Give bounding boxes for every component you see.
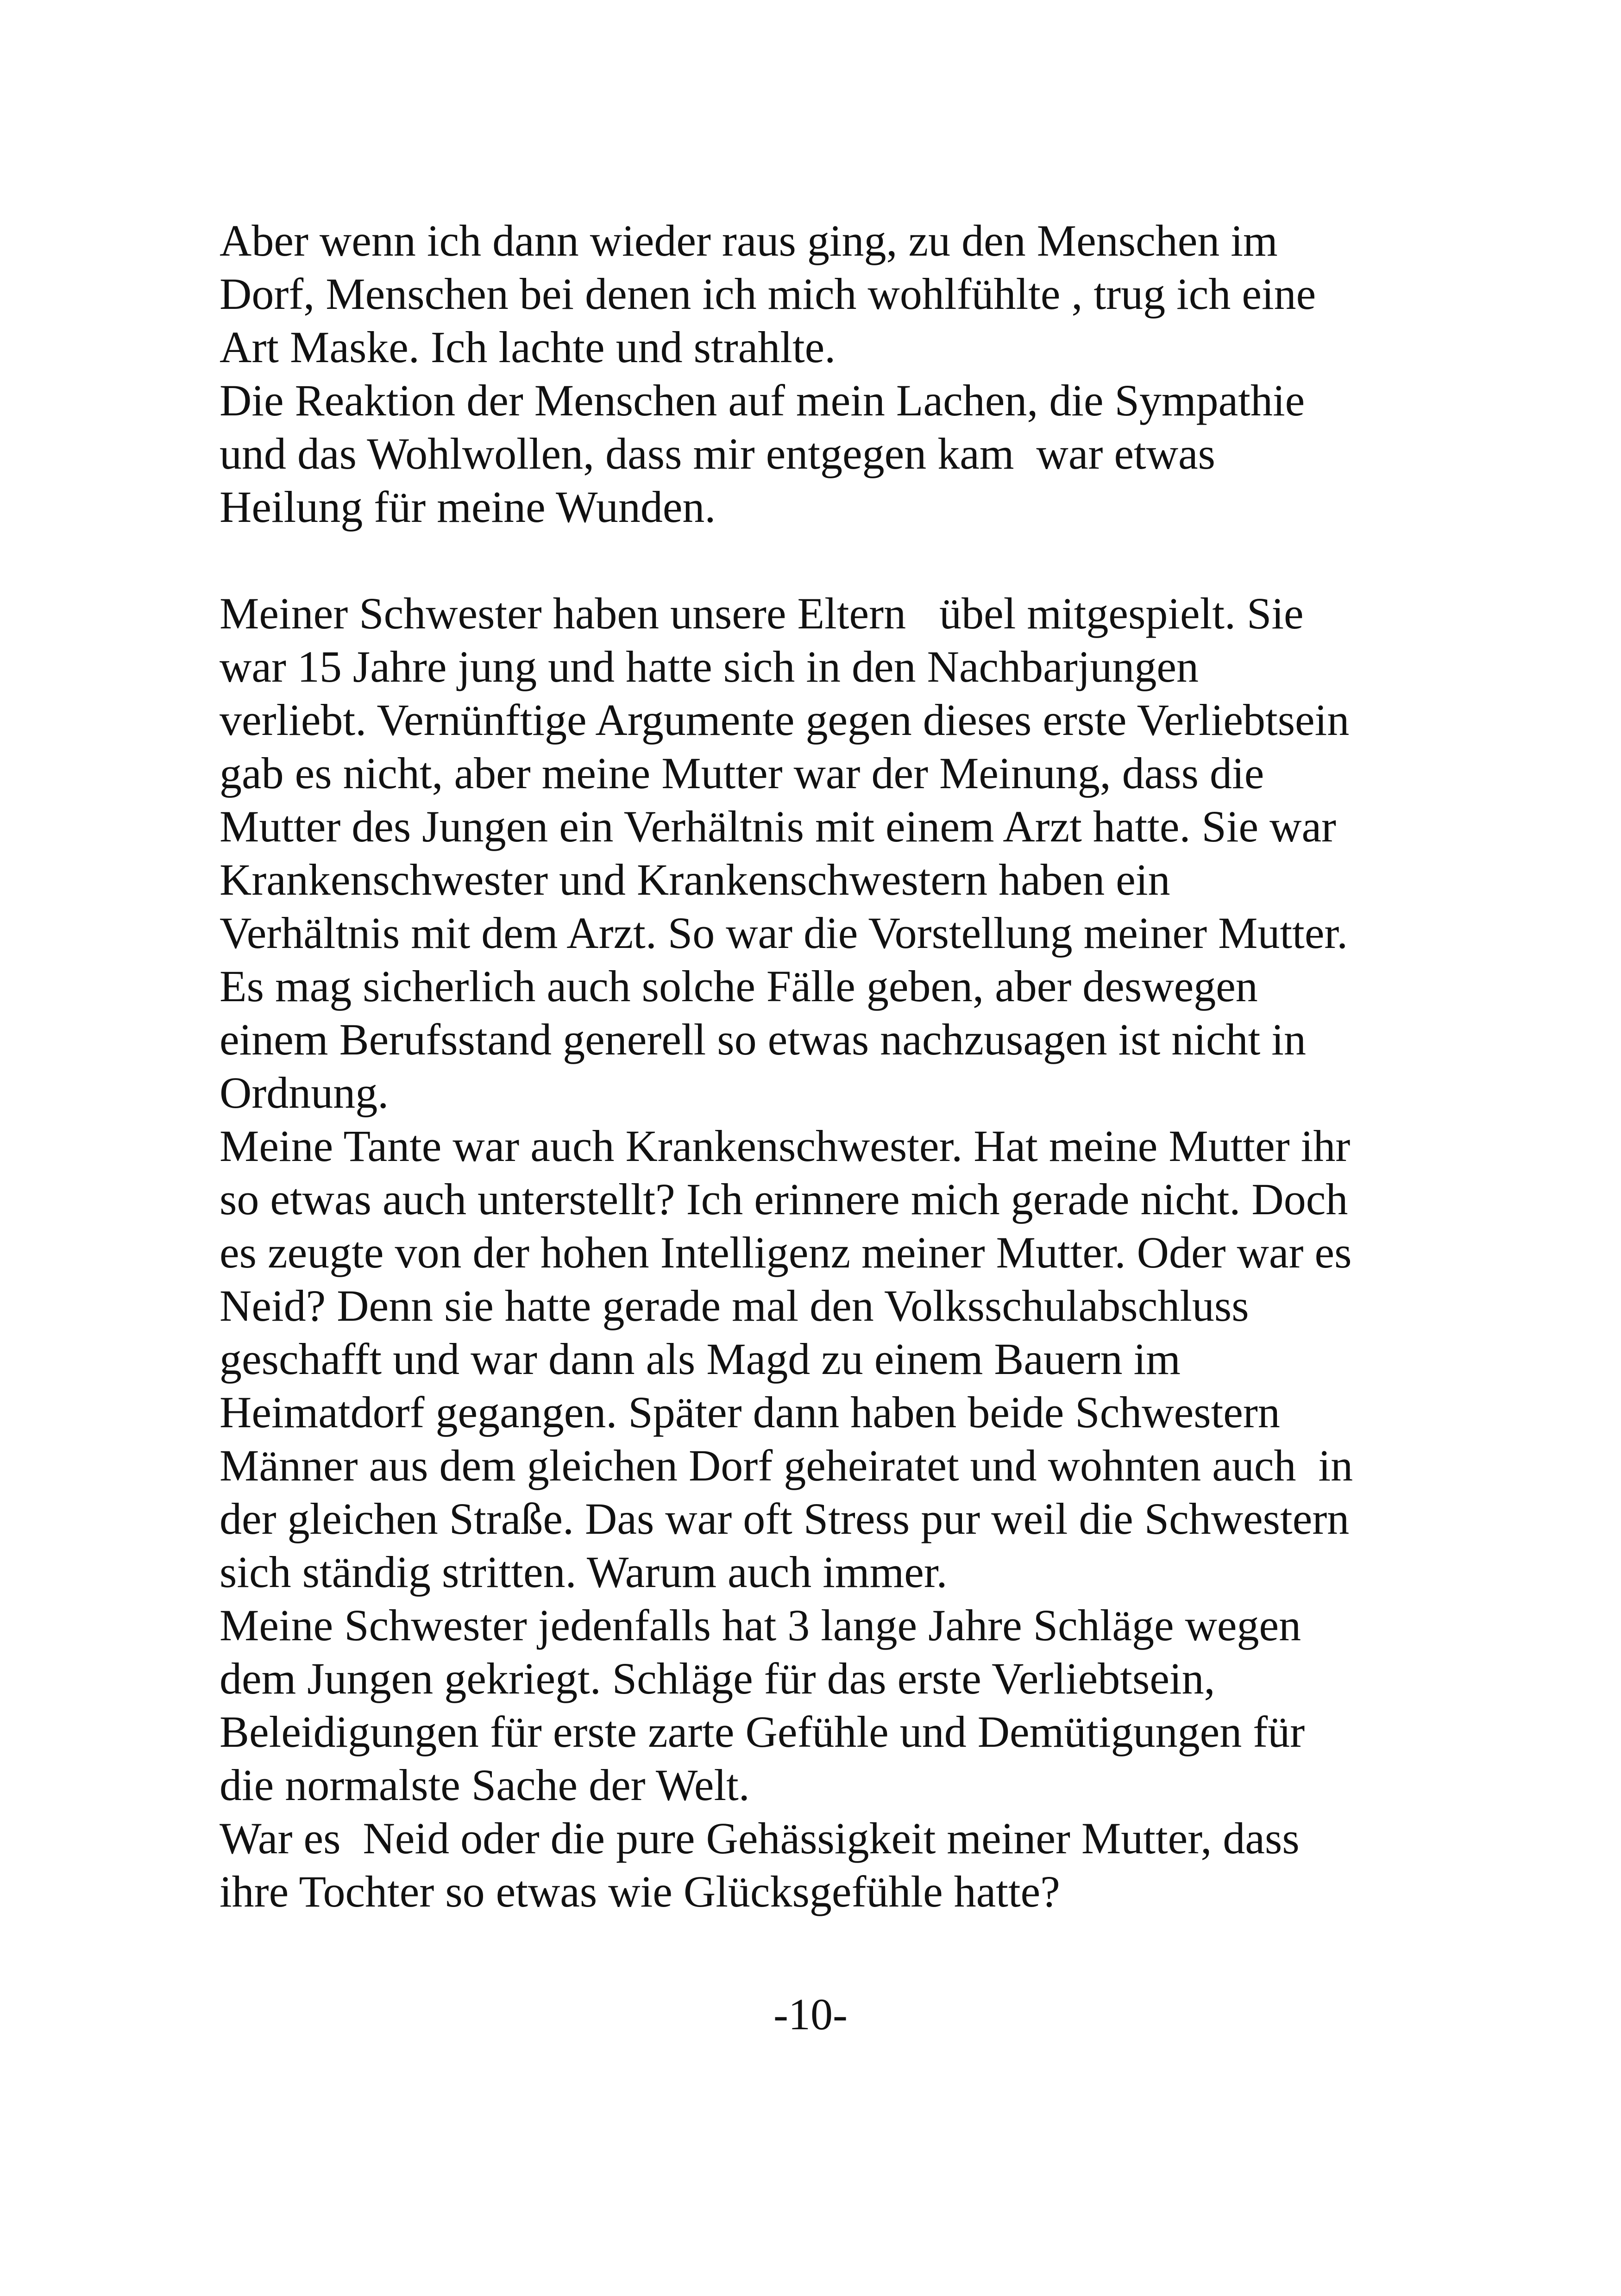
text-line: Heimatdorf gegangen. Später dann haben beide Schwestern	[220, 1387, 1280, 1437]
text-line: war 15 Jahre jung und hatte sich in den Nachbarjungen	[220, 642, 1199, 691]
text-line: Meiner Schwester haben unsere Eltern übel mitgespielt. Sie	[220, 589, 1304, 638]
text-line: Aber wenn ich dann wieder raus ging, zu den Menschen im	[220, 216, 1278, 265]
page-number: -10-	[773, 1989, 848, 2039]
text-line: Meine Tante war auch Krankenschwester. Hat meine Mutter ihr	[220, 1121, 1351, 1171]
text-line: und das Wohlwollen, dass mir entgegen kam war etwas	[220, 429, 1216, 478]
text-line: es zeugte von der hohen Intelligenz meiner Mutter. Oder war es	[220, 1228, 1352, 1277]
text-line: verliebt. Vernünftige Argumente gegen dieses erste Verliebtsein	[220, 695, 1350, 745]
text-line: Krankenschwester und Krankenschwestern haben ein	[220, 855, 1170, 904]
text-line: die normalste Sache der Welt.	[220, 1760, 750, 1810]
text-line: Neid? Denn sie hatte gerade mal den Volksschulabschluss	[220, 1281, 1249, 1330]
text-line: Verhältnis mit dem Arzt. So war die Vorstellung meiner Mutter.	[220, 908, 1348, 958]
text-line: Heilung für meine Wunden.	[220, 482, 716, 532]
text-line: Dorf, Menschen bei denen ich mich wohlfühlte , trug ich eine	[220, 269, 1316, 319]
text-line: Mutter des Jungen ein Verhältnis mit einem Arzt hatte. Sie war	[220, 802, 1337, 851]
text-line: Männer aus dem gleichen Dorf geheiratet und wohnten auch in	[220, 1441, 1353, 1490]
text-line: der gleichen Straße. Das war oft Stress pur weil die Schwestern	[220, 1494, 1350, 1543]
paragraph-break	[220, 533, 1470, 587]
text-line: so etwas auch unterstellt? Ich erinnere mich gerade nicht. Doch	[220, 1174, 1348, 1224]
text-line: Beleidigungen für erste zarte Gefühle und Demütigungen für	[220, 1707, 1305, 1757]
body-text	[220, 214, 1470, 1918]
text-line: gab es nicht, aber meine Mutter war der Meinung, dass die	[220, 748, 1264, 798]
text-line: einem Berufsstand generell so etwas nachzusagen ist nicht in	[220, 1015, 1306, 1064]
text-line: ihre Tochter so etwas wie Glücksgefühle hatte?	[220, 1867, 1060, 1916]
text-line: Meine Schwester jedenfalls hat 3 lange Jahre Schläge wegen	[220, 1600, 1301, 1650]
text-line: War es Neid oder die pure Gehässigkeit meiner Mutter, dass	[220, 1813, 1300, 1863]
text-line: dem Jungen gekriegt. Schläge für das erste Verliebtsein,	[220, 1654, 1215, 1703]
text-line: sich ständig stritten. Warum auch immer.	[220, 1547, 948, 1597]
text-line: Die Reaktion der Menschen auf mein Lachen, die Sympathie	[220, 376, 1305, 425]
text-line: Es mag sicherlich auch solche Fälle geben, aber deswegen	[220, 961, 1258, 1011]
text-line: geschafft und war dann als Magd zu einem Bauern im	[220, 1334, 1181, 1384]
text-line: Ordnung.	[220, 1068, 389, 1117]
text-line: Art Maske. Ich lachte und strahlte.	[220, 322, 836, 372]
